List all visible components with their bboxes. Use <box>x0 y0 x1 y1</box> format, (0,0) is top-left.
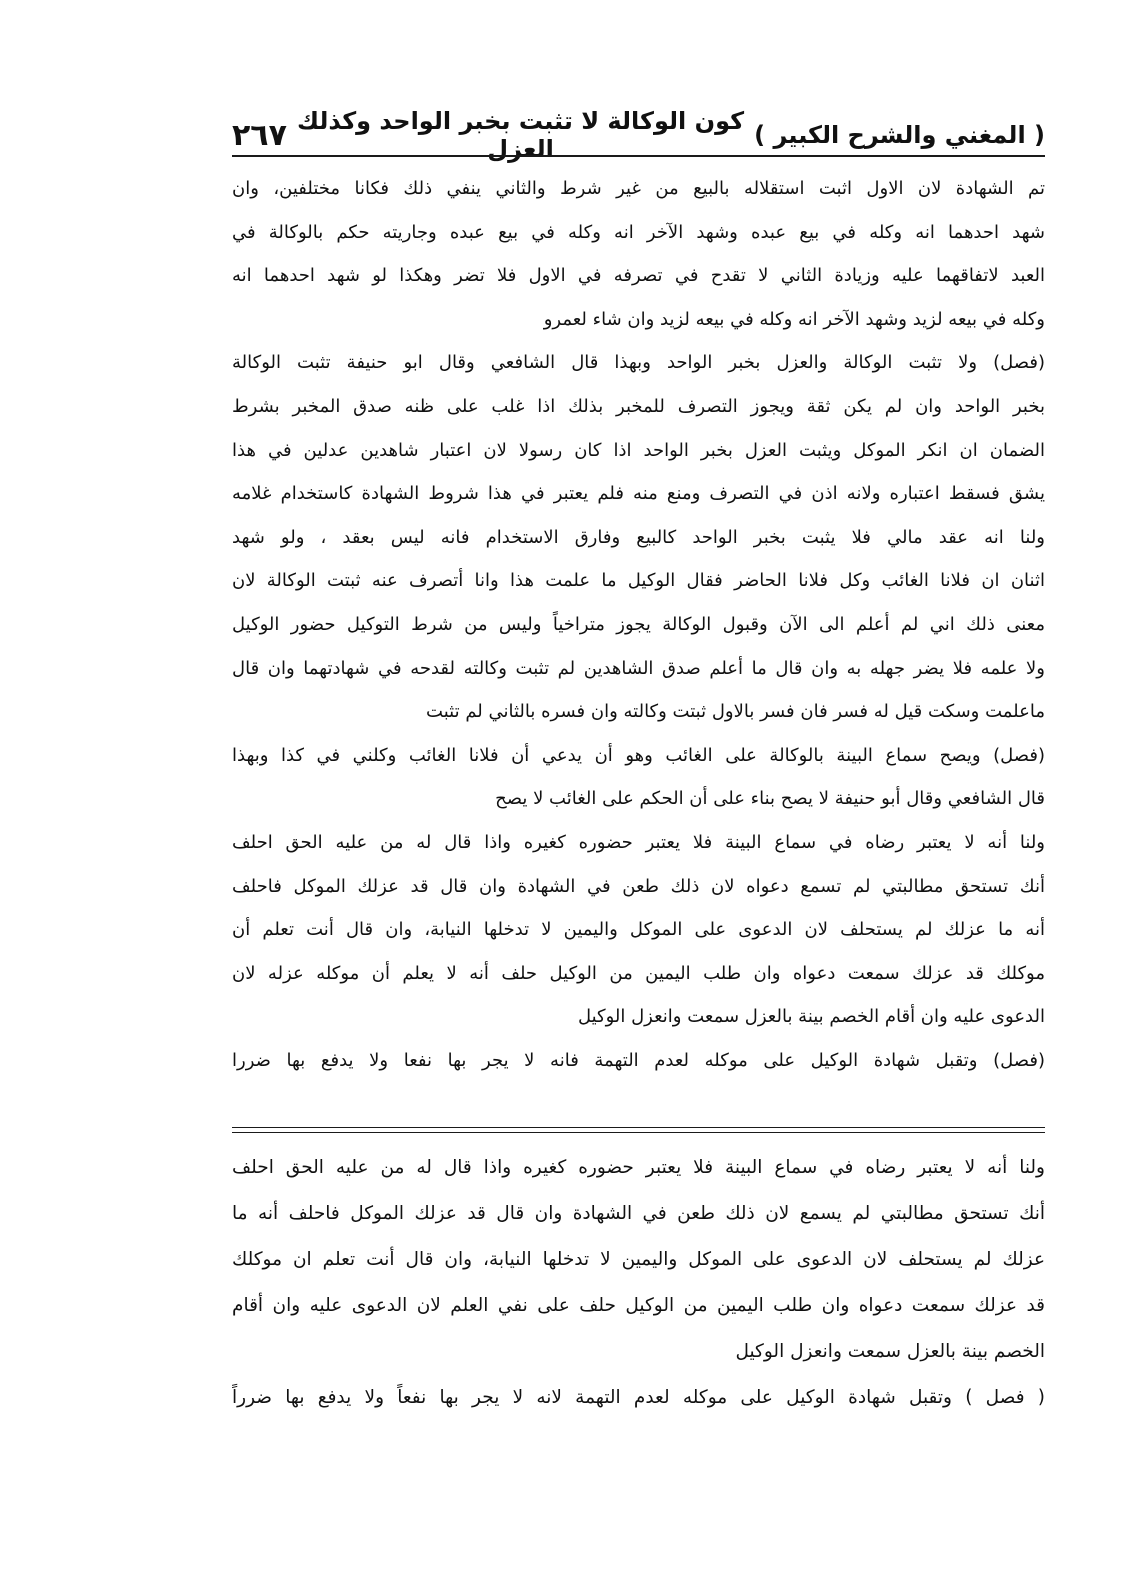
text-line: قال الشافعي وقال أبو حنيفة لا يصح بناء على أن الحكم على الغائب لا يصح <box>495 788 1045 810</box>
text-line: وكله في بيعه لزيد وشهد الآخر انه وكله في بيعه لزيد وان شاء لعمرو <box>543 308 1045 330</box>
book-page <box>232 107 1045 1475</box>
footnote-line: عزلك لم يستحلف لان الدعوى على الموكل واليمين لا تدخلها النيابة، وان قال أنت تعلم ان موكلك <box>232 1249 1045 1270</box>
text-line: (فصل) ويصح سماع البينة بالوكالة على الغائب وهو أن يدعي أن فلانا الغائب وكلني في كذا وبهذا <box>232 744 1045 766</box>
running-header <box>232 107 1045 163</box>
text-line: (فصل) ولا تثبت الوكالة والعزل بخبر الواحد وبهذا قال الشافعي وقال ابو حنيفة تثبت الوكالة <box>232 352 1045 374</box>
main-text <box>232 167 1045 1082</box>
text-line: ماعلمت وسكت قيل له فسر فان فسر بالاول ثبتت وكالته وان فسره بالثاني لم تثبت <box>426 701 1045 723</box>
footnote-block <box>232 1145 1045 1421</box>
footnote-line: قد عزلك سمعت دعواه وان طلب اليمين من الوكيل حلف على نفي العلم لان الدعوى عليه وان أقام <box>232 1295 1045 1316</box>
text-line: شهد احدهما انه وكله في بيع عبده وشهد الآخر انه وكله في بيع عبده وجاريته حكم بالوكالة في <box>232 221 1045 243</box>
text-line: تم الشهادة لان الاول اثبت استقلاله بالبيع من غير شرط والثاني ينفي ذلك فكانا مختلفين، وان <box>232 178 1045 199</box>
footnote-line: ولنا أنه لا يعتبر رضاه في سماع البينة فلا يعتبر حضوره كغيره واذا قال له من عليه الحق احلف <box>232 1157 1045 1178</box>
text-line: معنى ذلك اني لم أعلم الى الآن وقبول الوكالة يجوز متراخياً وليس من شرط التوكيل حضور الوكيل <box>232 613 1045 635</box>
text-line: ولا علمه فلا يضر جهله به وان قال ما أعلم صدق الشاهدين لم تثبت وكالته لقدحه في شهادتهما وان قال <box>232 657 1045 679</box>
footnote-line: ( فصل ) وتقبل شهادة الوكيل على موكله لعدم التهمة لانه لا يجر بها نفعاً ولا يدفع بها ضرراً <box>232 1387 1045 1408</box>
section-title: كون الوكالة لا تثبت بخبر الواحد وكذلك العزل <box>296 107 745 163</box>
text-line: العبد لاتفاقهما عليه وزيادة الثاني لا تقدح في تصرفه في الاول فلا تضر وهكذا لو شهد احدهما انه <box>232 265 1045 287</box>
footnote-separator <box>232 1127 1045 1133</box>
text-line: ولنا انه عقد مالي فلا يثبت بخبر الواحد كالبيع وفارق الاستخدام فانه ليس بعقد ، ولو شهد <box>232 526 1045 548</box>
text-line: بخبر الواحد وان لم يكن ثقة ويجوز التصرف للمخبر بذلك اذا غلب على ظنه صدق المخبر بشرط <box>232 395 1045 417</box>
text-line: الدعوى عليه وان أقام الخصم بينة بالعزل سمعت وانعزل الوكيل <box>577 1006 1045 1028</box>
text-line: ولنا أنه لا يعتبر رضاه في سماع البينة فلا يعتبر حضوره كغيره واذا قال له من عليه الحق احلف <box>232 831 1045 853</box>
book-title: ( المغني والشرح الكبير ) <box>754 121 1045 149</box>
text-line: أنه ما عزلك لم يستحلف لان الدعوى على الموكل واليمين لا تدخلها النيابة، وان قال أنت تعلم أن <box>232 919 1045 941</box>
text-line: الضمان ان انكر الموكل ويثبت العزل بخبر الواحد اذا كان رسولا لان اعتبار شاهدين عدلين في هذا <box>232 439 1045 461</box>
page-number: ٢٦٧ <box>232 117 287 153</box>
header-rule <box>232 155 1045 157</box>
footnote-line: الخصم بينة بالعزل سمعت وانعزل الوكيل <box>735 1341 1045 1362</box>
text-line: أنك تستحق مطالبتي لم تسمع دعواه لان ذلك طعن في الشهادة وان قال قد عزلك الموكل فاحلف <box>232 875 1045 897</box>
text-line: موكلك قد عزلك سمعت دعواه وان طلب اليمين من الوكيل حلف أنه لا يعلم أن موكله عزله لان <box>232 962 1045 984</box>
text-line: اثنان ان فلانا الغائب وكل فلانا الحاضر فقال الوكيل ما علمت هذا وانا أتصرف عنه ثبتت الوكالة لان <box>232 570 1045 592</box>
text-line: يشق فسقط اعتباره ولانه اذن في التصرف ومنع منه فلم يعتبر في هذا شروط الشهادة كاستخدام غلامه <box>232 483 1045 505</box>
text-line: (فصل) وتقبل شهادة الوكيل على موكله لعدم التهمة فانه لا يجر بها نفعا ولا يدفع بها ضررا <box>232 1049 1045 1071</box>
footnote-line: أنك تستحق مطالبتي لم يسمع لان ذلك طعن في الشهادة وان قال قد عزلك الموكل فاحلف أنه ما <box>232 1203 1045 1224</box>
